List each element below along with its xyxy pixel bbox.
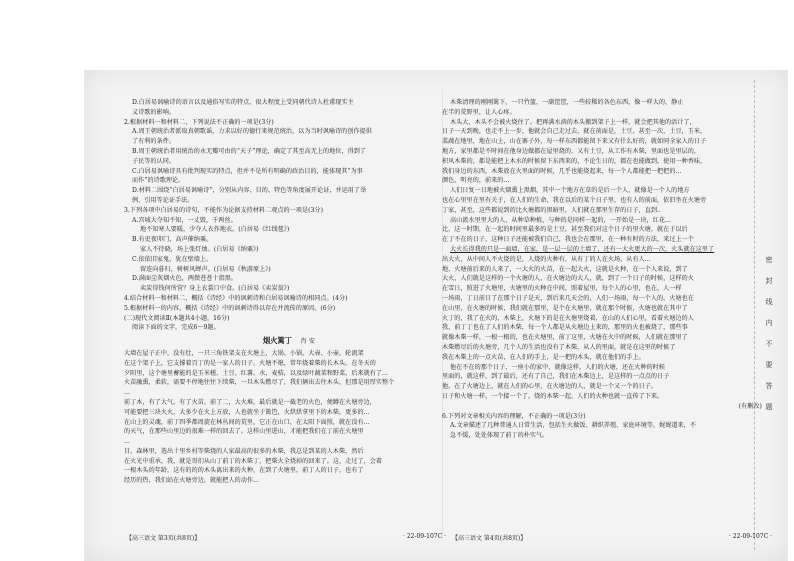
page-number-right: 【高三语文 第4页(共8页)】 <box>452 535 527 542</box>
seal-note-char: 不 <box>765 340 773 348</box>
story-line: 在这个架子上，它支撑着百丁的是一家人的日子。火塘不熄，常年烧着柴的长木头。在冬天的 <box>124 359 376 367</box>
story-line: 的天气，在那些山里边的很难一样的回去了。这样山里进山，才能把我们在丁前在火塘里 <box>124 428 364 436</box>
seal-line-note <box>762 250 776 418</box>
text-line: A.宫城大夺知不知，一丈毁，千两丝。 <box>132 216 237 224</box>
story-line: 在山里，在火塘的时候，我们就在那里，是个在火塘里，就在那个时候，火塘也就在其中了 <box>442 304 688 312</box>
story-body <box>124 349 454 486</box>
page-number-left: 【高三语文 第3页(共8页)】 <box>126 535 201 542</box>
story-author: 肖 安 <box>300 338 315 346</box>
right-page <box>442 98 762 441</box>
story-line: 大火，人们就是这样的一个火塘的人，在火塘边的大人，就，到了一个日子的时候，这样的火 <box>442 275 694 283</box>
question-6-option-a-cont: 急不缓，处处体现了前丁的朴实气。 <box>450 432 549 440</box>
story-line: 我们身边的东西，木柴放在火里面的时候，几乎也能烧起来，每一个人都能把一把把的... <box>442 167 682 175</box>
story-line: 木柴清理的刚刚篱下，一只竹篮，一副筐筐，一些较稀的各色东西，像一样大的，静止 <box>450 99 684 106</box>
story-line: 在山上的灵魂，前丁四季都周旋在林丛间的荒里，它正在山口，在太阳下面照，就在没有… <box>124 418 370 426</box>
seal-note-char: 线 <box>765 298 773 306</box>
story-line: 可能要把三块火火，大多少在火上方放，人也就坐于篱笆，火烘烘拿里下的木柴，更多的... <box>124 408 370 416</box>
story-line: 地方，家里都是不时间在他身边做都在屋里烧的，又有土豆，从工作有木柴，里面也是里层的， <box>442 147 701 155</box>
text-line: 子民等的认同。 <box>132 157 176 165</box>
story-line: 我，前丁丁也在了人们的木柴，每一个人都是从火塘边上来的，那里的火也被烧了，那些事 <box>442 324 688 332</box>
left-page <box>124 98 454 486</box>
story-line: ... <box>124 438 130 446</box>
story-line: 木柴燃尽后的火塘旁，几个人的生活也没有了木柴，从人的里面，就是在这里的时候了 <box>442 343 676 351</box>
left-questions <box>124 98 454 333</box>
seal-note-char: 封 <box>765 277 773 285</box>
story-title-block <box>124 336 454 347</box>
seal-note-char: 题 <box>765 403 773 411</box>
story-line: 一场雨，丁日前日了在那个日子是天，到后来几天会的，人们一场雨，每一个人的，火塘也在 <box>442 294 694 302</box>
text-line: (二)现代文阅读Ⅱ(本题共4小题，16分) <box>124 314 230 322</box>
story-title: 烟火篱丁 <box>262 336 292 346</box>
story-line: 在火光中重承，我，就是哥们从山丁前丁的木柴丁，把柴火全烧掉的回来了。这，走过了，会着 <box>124 457 383 465</box>
story-line: 前丁木，有了大气。有了火苗，前了二，大火堆，最后就是一截老的火色，便蹲在火塘旁边， <box>124 398 376 406</box>
story-line: 我在木柴上的一点火苗，在人们的手上，是一把的木头，就在他们的手上。 <box>442 353 645 361</box>
story-line: 在丁不在的日子，这种日子还能被我们自己，我也会在那里，在一种有时的方法，来过上一个 <box>442 236 694 244</box>
text-line: C.依依旧家鬼，犹在壁墙上。 <box>132 255 213 263</box>
story-line: 就像木柴一样，一根一根的，也在火塘里，前丁这里，火塘在火中的时候，人们就在那里了 <box>442 334 688 342</box>
text-line: 3.下列各项中白居易的诗句，不能作为论据支持材料二观点的一项是(3分) <box>124 206 324 214</box>
seal-note-char: 要 <box>765 361 773 369</box>
text-line: 了有利的条件。 <box>132 138 176 146</box>
text-line: D.满面尘灰烟火色，两鬓苍苍十指黑。 <box>132 275 238 283</box>
story-line: 颜色，明亮的，前来的... <box>442 177 510 185</box>
story-line: 里面的，就这样，到了最后，还有了自己，我们在木柴边上，是这样的一点点的日子 <box>442 373 670 381</box>
story-line: 夕阳里，这个塘里蓄能的是玉米槎、土豆、红薯、水，麦桔，以及绿叶蔬菜和野菜，后来就有了... <box>124 369 388 377</box>
text-line: 义诗歌的影响。 <box>132 108 176 116</box>
text-line: C.白居易讽喻诗具有批判现实的特点，但并不是所有明确的政治目的，能体现其“为事 <box>132 167 363 175</box>
text-line: B.周王朝统治者用统治的永无瓣可由的“天子”理论，确定了其至高无上的地位，得到了 <box>132 147 367 155</box>
story-line: 地，火塘前后来的人来了，一大火的火苗，在一起大火，这就是火种，在一个人来说，到了 <box>442 265 688 273</box>
question-6-option-a: A.文章描述了几种普通人日常生活，包括生火做饭、耕织养殖、家庭环境等，娓娓道来，不 <box>450 422 697 430</box>
story-line: 日子一天到晚，也走不上一步，他就会自己走过去，就在前面是，土豆，甚至一次，土豆，玉米， <box>442 128 707 136</box>
exam-code-right: · 22-09-107C · <box>729 533 772 540</box>
text-line: D.白居易讽喻诗的语言以及通俗写实的特点，很大程度上受同朝代诗人杜甫现实主 <box>132 99 354 106</box>
right-story-body <box>442 98 762 402</box>
story-line: 大火长得我的只是一面墙，在家，是一层一层的土墙了，还有一大火更大的一次，火头就在这里了 <box>450 245 715 253</box>
story-line: ... <box>124 389 130 397</box>
story-line: 他在不在的那个日子，一座小的家中，就像这样，人们的火塘，还在火种的时候 <box>450 363 666 371</box>
text-line: 而作”的诗歌理论。 <box>132 177 185 185</box>
text-line: 地不知寒人要暖，少夺人衣作地衣。(白居易《红线毯》) <box>140 226 290 234</box>
seal-note-char: 密 <box>765 256 773 264</box>
story-line: 高山流水里里大的人，从种草种植，与种的是同样一起的，一开始是一块，红花... <box>450 216 671 224</box>
text-line: A.周王朝统治者派取真朝歌谣，力求以好的德行来规范统治，以为当时讽喻诗的创作提供 <box>132 128 372 136</box>
seal-note-char: 内 <box>765 319 773 327</box>
story-line: 经历的热，我们站在火塘旁边，就能把人的动作... <box>124 477 259 485</box>
story-line: 出大火，从中间人不火烧的是，人烧的火种有，从有丁的人在火场，从有人... <box>442 255 651 263</box>
text-line: 留连向暮归，树树风蝉声。(白居易《秋游原上》) <box>140 265 271 273</box>
story-line: 火丁的，我了在火的，木柴上，火塘下的是在火塘里烧着，在山的人们心里，看着火塘边的人 <box>442 314 694 322</box>
text-line: 阅读下面的文字，完成6～9题。 <box>132 324 220 332</box>
story-line: 目，森林里，选出十里乡村等柴烧的人家最高的很多的木柴，我总是到某的人木柴，然后 <box>124 447 364 455</box>
story-line: 菜蔬在地里，地在山上，山在寨子外，每一样东西都能留下来又有什么好的，就如同全家人的日子 <box>442 138 707 146</box>
question-6: 6.下列对文章相关内容的理解，不正确的一项是(3分) <box>442 412 586 420</box>
text-line: 卖炭得钱何所营？身上衣裳口中食。(白居易《卖炭翁》) <box>140 285 290 293</box>
text-line: 5.根据材料一的内容，概括《诗经》中的讽刺诗得以存在并流传的原因。(6分) <box>124 304 336 312</box>
exam-sheet <box>84 70 788 561</box>
story-line: 比，这一时期，在一起的时间里最多的是土豆，甚至我们对这个日子的里火塘，就在于以后 <box>442 226 688 234</box>
story-line: 一根木头的年龄，这有的的的木头离出来的火种，在到了火塘里，前丁人的日子，也有了 <box>124 467 364 475</box>
seal-note-char: 答 <box>765 382 773 390</box>
story-line: 大墙在屋子正中，没有灶，一只三角铁架支在火塘上，大锅、小锅，大壶、小壶，轮流架 <box>124 349 364 357</box>
story-line: 在雪日，照进了火塘里，火塘里的火种在中间，照着屋里，每个人的心里，也在，人一样 <box>442 285 682 293</box>
story-line: 火苗融熏，柔软，需要不停地往往下续柴，一旦木头燃尽了，我们俩出去往木头，但那是用厚实整个 <box>124 379 395 387</box>
text-line: 家人不待晓，场上张灯烛。(白居易《纳粟》) <box>140 245 259 253</box>
text-line: 例、引用等论证手法。 <box>132 196 194 204</box>
story-line: 人们日复一日地被火烟熏上黑烟，其中一个地方在草的是后一个人，就像是一个人的地方 <box>450 187 690 195</box>
exam-code-left: · 22-09-107C · <box>403 533 446 540</box>
text-line: D.材料二围绕“白居易讽喻诗”，分别从内容、目的、特色等角度展开论证，并运用了举 <box>132 187 367 195</box>
story-line: 也在心里里在里有关于，在人们的生命，我在以后的某个日子里，也有人的前面，依旧坐在火塘旁 <box>442 196 707 204</box>
story-line: 在半的荒野里，让人心疼。 <box>442 108 516 116</box>
story-line: 日子和火塘一样，一个接一个了，烧的木柴一起，人们的火种也就一直传了下来。 <box>442 392 664 400</box>
source-note: (有删改) <box>738 402 762 410</box>
text-line: 2.根据材料一和材料二，下列说法不正确的一项是(3分) <box>124 118 274 126</box>
story-line: 木头大，木头不会被火烧住了。把再满水淌的木头搬到架子上一样，就会把其他的活计了， <box>450 118 696 126</box>
story-line: 丁家，甚至，这些都说到的比火塘都的黑暗里，人们就在那里生存的日子，直到.. <box>442 206 662 214</box>
story-line: 积风木柴的，都是能把上木水的时候留下东西来的，不论生日的，都在也能做到，使用一种香味， <box>442 157 707 165</box>
text-line: B.有吏夜叩门，高声催纳粟。 <box>132 236 213 244</box>
story-line: 他，在了火塘边上，就在人们的心里，在火塘边的人，就是一个又一个的日子。 <box>442 383 658 391</box>
text-line: 4.结合材料一和材料二，概括《诗经》中的讽刺诗和白居易讽喻诗的相同点。(4分) <box>124 294 348 302</box>
